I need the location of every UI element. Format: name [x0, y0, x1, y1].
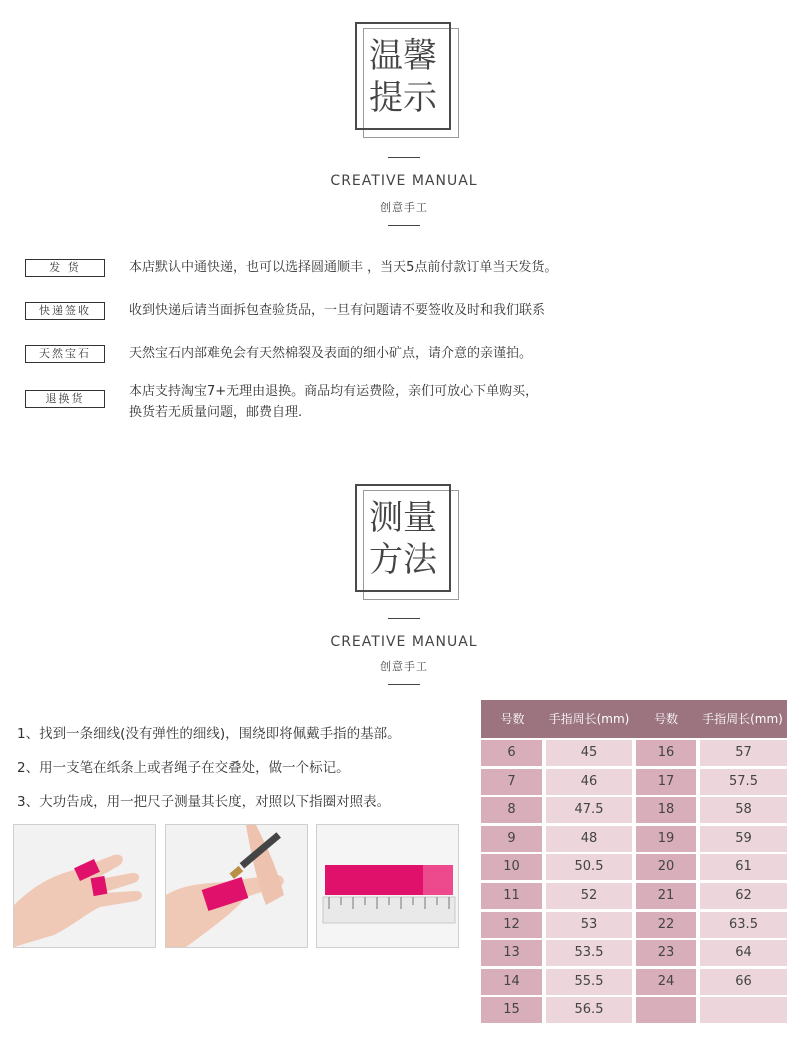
photo-mark-pen — [165, 824, 308, 948]
circumference-cell: 52 — [546, 883, 632, 909]
size-cell: 22 — [636, 912, 696, 938]
table-header-size: 号数 — [481, 700, 544, 738]
notice-title-frame — [355, 22, 451, 130]
notice-tag-gemstone: 天然宝石 — [25, 345, 105, 363]
size-cell: 15 — [481, 997, 542, 1023]
cn-subtitle: 创意手工 — [380, 201, 428, 214]
method-title-line2: 方法 — [369, 540, 437, 580]
photo-ruler-measure — [316, 824, 459, 948]
circumference-cell: 53.5 — [546, 940, 632, 966]
en-subtitle: CREATIVE MANUAL — [330, 634, 478, 650]
hand-with-strip-illustration — [14, 825, 155, 947]
method-title-frame — [355, 484, 451, 592]
en-subtitle: CREATIVE MANUAL — [330, 173, 478, 189]
size-cell: 8 — [481, 797, 542, 823]
divider-bottom — [388, 225, 420, 226]
size-cell: 9 — [481, 826, 542, 852]
circumference-cell: 59 — [700, 826, 787, 852]
circumference-cell: 56.5 — [546, 997, 632, 1023]
size-cell: 18 — [636, 797, 696, 823]
notice-text-shipping: 本店默认中通快递，也可以选择圆通顺丰 ，当天5点前付款订单当天发货。 — [129, 260, 558, 275]
circumference-cell: 53 — [546, 912, 632, 938]
size-cell: 10 — [481, 854, 542, 880]
circumference-cell: 61 — [700, 854, 787, 880]
size-cell: 17 — [636, 769, 696, 795]
size-cell: 23 — [636, 940, 696, 966]
cn-subtitle: 创意手工 — [380, 660, 428, 673]
notice-tag-return: 退换货 — [25, 390, 105, 408]
table-header-size: 号数 — [634, 700, 698, 738]
photo-wrap-finger — [13, 824, 156, 948]
circumference-cell: 46 — [546, 769, 632, 795]
circumference-cell: 62 — [700, 883, 787, 909]
method-title-line1: 测量 — [369, 498, 437, 538]
circumference-cell — [700, 997, 787, 1023]
ruler-with-strip-illustration — [317, 825, 458, 947]
size-cell: 16 — [636, 740, 696, 766]
notice-text-return-line1: 本店支持淘宝7+无理由退换。商品均有运费险，亲们可放心下单购买， — [129, 384, 539, 399]
size-cell: 7 — [481, 769, 542, 795]
circumference-cell: 63.5 — [700, 912, 787, 938]
size-cell: 13 — [481, 940, 542, 966]
circumference-cell: 45 — [546, 740, 632, 766]
size-cell: 20 — [636, 854, 696, 880]
table-header-circumference: 手指周长(mm) — [544, 700, 634, 738]
step-2: 2、用一支笔在纸条上或者绳子在交叠处，做一个标记。 — [17, 760, 350, 776]
notice-text-return-line2: 换货若无质量问题，邮费自理. — [129, 405, 303, 420]
circumference-cell: 55.5 — [546, 969, 632, 995]
divider-bottom — [388, 684, 420, 685]
circumference-cell: 57.5 — [700, 769, 787, 795]
circumference-cell: 47.5 — [546, 797, 632, 823]
circumference-cell: 50.5 — [546, 854, 632, 880]
size-cell: 12 — [481, 912, 542, 938]
size-cell — [636, 997, 696, 1023]
table-header-circumference: 手指周长(mm) — [698, 700, 787, 738]
circumference-cell: 64 — [700, 940, 787, 966]
hand-with-pen-illustration — [166, 825, 307, 947]
circumference-cell: 66 — [700, 969, 787, 995]
divider-top — [388, 618, 420, 619]
step-3: 3、大功告成，用一把尺子测量其长度，对照以下指圈对照表。 — [17, 794, 391, 810]
notice-tag-delivery: 快递签收 — [25, 302, 105, 320]
circumference-cell: 57 — [700, 740, 787, 766]
size-cell: 19 — [636, 826, 696, 852]
step-1: 1、找到一条细线(没有弹性的细线)，围绕即将佩戴手指的基部。 — [17, 726, 401, 742]
size-cell: 14 — [481, 969, 542, 995]
divider-top — [388, 157, 420, 158]
size-cell: 6 — [481, 740, 542, 766]
notice-tag-shipping: 发 货 — [25, 259, 105, 277]
notice-text-delivery: 收到快递后请当面拆包查验货品，一旦有问题请不要签收及时和我们联系 — [129, 303, 546, 318]
circumference-cell: 48 — [546, 826, 632, 852]
notice-title-line1: 温馨 — [369, 36, 437, 76]
circumference-cell: 58 — [700, 797, 787, 823]
size-cell: 21 — [636, 883, 696, 909]
notice-text-gemstone: 天然宝石内部难免会有天然棉裂及表面的细小矿点，请介意的亲谨拍。 — [129, 346, 533, 361]
size-cell: 24 — [636, 969, 696, 995]
notice-title-line2: 提示 — [369, 78, 437, 118]
size-cell: 11 — [481, 883, 542, 909]
